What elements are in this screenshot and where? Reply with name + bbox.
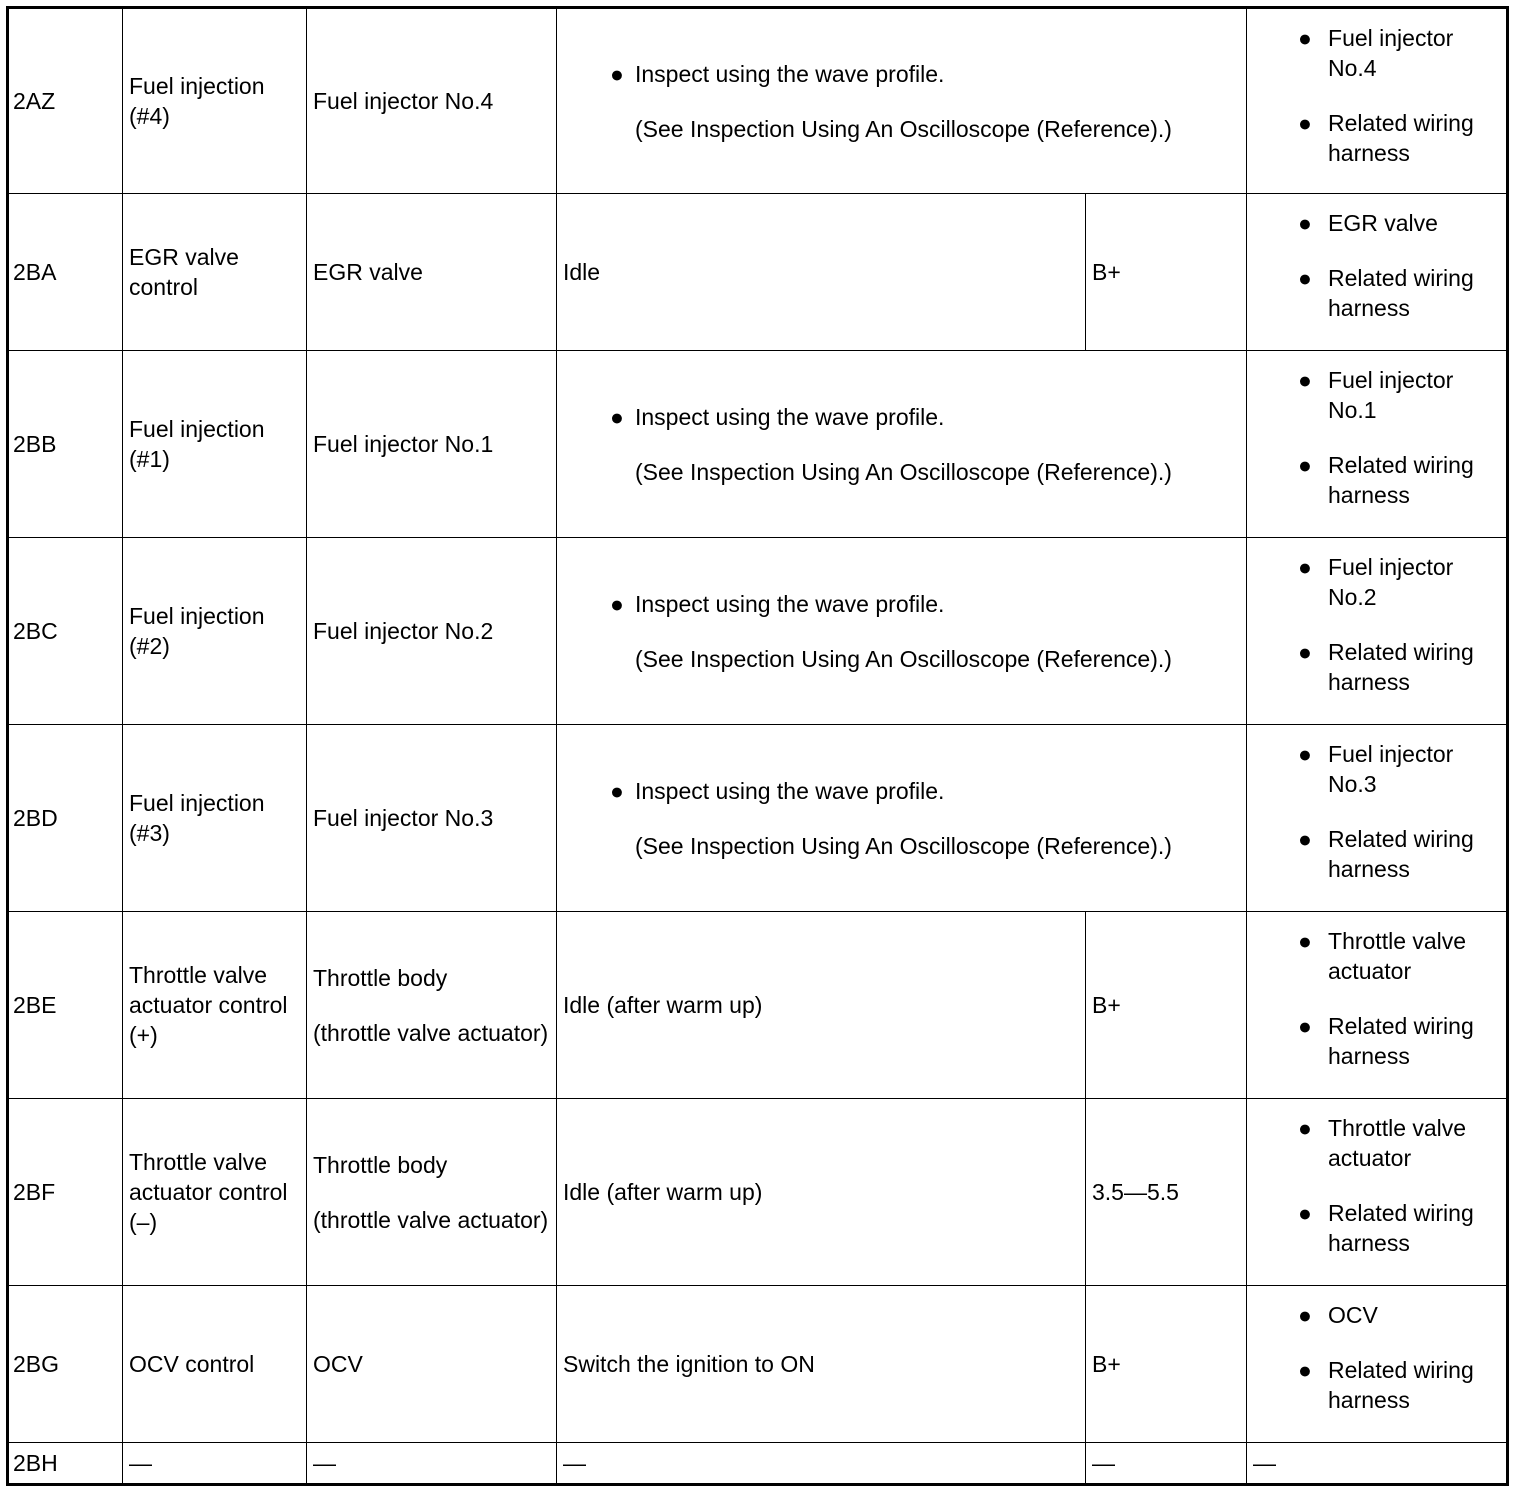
- bullet-icon: ●: [1298, 1115, 1312, 1141]
- list-item: [1253, 739, 1502, 799]
- voltage-cell: B+: [1086, 194, 1247, 351]
- possible-cause-list: [1253, 552, 1502, 697]
- list-item: [1253, 926, 1502, 986]
- possible-cause-list: [1253, 1113, 1502, 1258]
- inspection-note-cell: [557, 538, 1247, 725]
- possible-cause-text: Throttle valve actuator: [1328, 1115, 1467, 1171]
- table-row: [8, 8, 1508, 194]
- possible-cause-cell: [1247, 8, 1508, 194]
- possible-cause-cell: [1247, 351, 1508, 538]
- terminal-cell: 2BF: [8, 1099, 123, 1286]
- possible-cause-cell: [1247, 912, 1508, 1099]
- empty-dash-cell: —: [557, 1443, 1086, 1485]
- signal-name-cell: OCV control: [123, 1286, 307, 1443]
- bullet-icon: ●: [1298, 265, 1312, 291]
- possible-cause-list: [1253, 365, 1502, 510]
- list-item: [1253, 1198, 1502, 1258]
- terminal-cell: 2BD: [8, 725, 123, 912]
- table-row: [8, 1099, 1508, 1286]
- bullet-icon: ●: [1298, 1200, 1312, 1226]
- possible-cause-list: [1253, 739, 1502, 884]
- connected-to-cell: [307, 538, 557, 725]
- connected-to-text: EGR valve: [313, 259, 423, 285]
- connected-to-cell: [307, 351, 557, 538]
- bullet-icon: ●: [610, 777, 624, 804]
- table-row: [8, 1443, 1508, 1485]
- possible-cause-text: Fuel injector No.4: [1328, 25, 1454, 81]
- connected-to-cell: [307, 1099, 557, 1286]
- inspection-note-cell: [557, 8, 1247, 194]
- empty-dash-cell: —: [123, 1443, 307, 1485]
- possible-cause-text: OCV: [1328, 1302, 1378, 1328]
- bullet-icon: ●: [1298, 1302, 1312, 1328]
- bullet-icon: ●: [610, 590, 624, 617]
- possible-cause-text: Related wiring harness: [1328, 1200, 1474, 1256]
- empty-dash-cell: —: [1247, 1443, 1508, 1485]
- measuring-condition-cell: Idle (after warm up): [557, 1099, 1086, 1286]
- bullet-icon: ●: [1298, 210, 1312, 236]
- possible-cause-list: [1253, 208, 1502, 323]
- list-item: [1253, 450, 1502, 510]
- oscilloscope-reference-text: (See Inspection Using An Oscilloscope (Reference).): [635, 458, 1172, 485]
- bullet-icon: ●: [1298, 110, 1312, 136]
- measuring-condition-cell: Switch the ignition to ON: [557, 1286, 1086, 1443]
- bullet-icon: ●: [1298, 25, 1312, 51]
- table-row: [8, 194, 1508, 351]
- empty-dash-cell: —: [1086, 1443, 1247, 1485]
- bullet-icon: ●: [1298, 639, 1312, 665]
- terminal-cell: 2BE: [8, 912, 123, 1099]
- connected-to-text: Throttle body: [313, 1151, 448, 1178]
- signal-name-cell: Fuel injection (#3): [123, 725, 307, 912]
- signal-name-cell: EGR valve control: [123, 194, 307, 351]
- inspection-text: Inspect using the wave profile.: [635, 777, 945, 804]
- terminal-cell: 2BH: [8, 1443, 123, 1485]
- table-row: [8, 725, 1508, 912]
- possible-cause-text: Fuel injector No.2: [1328, 554, 1454, 610]
- bullet-icon: ●: [610, 60, 624, 87]
- possible-cause-text: Related wiring harness: [1328, 110, 1474, 166]
- connected-to-text: Fuel injector No.2: [313, 618, 494, 644]
- voltage-cell: 3.5—5.5: [1086, 1099, 1247, 1286]
- oscilloscope-reference-text: (See Inspection Using An Oscilloscope (Reference).): [635, 832, 1172, 859]
- list-item: [1253, 1011, 1502, 1071]
- connected-to-text: (throttle valve actuator): [313, 1019, 549, 1046]
- terminal-inspection-table: [6, 6, 1509, 1486]
- terminal-cell: 2BB: [8, 351, 123, 538]
- connected-to-text: Fuel injector No.4: [313, 88, 494, 114]
- inspection-note-cell: [557, 725, 1247, 912]
- measuring-condition-cell: Idle (after warm up): [557, 912, 1086, 1099]
- connected-to-cell: [307, 8, 557, 194]
- inspection-note-cell: [557, 351, 1247, 538]
- terminal-cell: 2BG: [8, 1286, 123, 1443]
- measuring-condition-cell: Idle: [557, 194, 1086, 351]
- voltage-cell: B+: [1086, 912, 1247, 1099]
- possible-cause-cell: [1247, 538, 1508, 725]
- possible-cause-cell: [1247, 1099, 1508, 1286]
- connected-to-text: Fuel injector No.3: [313, 805, 494, 831]
- bullet-icon: ●: [1298, 367, 1312, 393]
- connected-to-text: Fuel injector No.1: [313, 431, 494, 457]
- signal-name-cell: Fuel injection (#1): [123, 351, 307, 538]
- list-item: [1253, 637, 1502, 697]
- inspection-text: Inspect using the wave profile.: [635, 590, 945, 617]
- connected-to-cell: [307, 194, 557, 351]
- signal-name-cell: Throttle valve actuator control (–): [123, 1099, 307, 1286]
- possible-cause-text: EGR valve: [1328, 210, 1438, 236]
- possible-cause-text: Related wiring harness: [1328, 452, 1474, 508]
- signal-name-cell: Throttle valve actuator control (+): [123, 912, 307, 1099]
- possible-cause-cell: [1247, 194, 1508, 351]
- list-item: [1253, 1113, 1502, 1173]
- connected-to-cell: [307, 725, 557, 912]
- possible-cause-cell: [1247, 725, 1508, 912]
- table-row: [8, 538, 1508, 725]
- possible-cause-text: Related wiring harness: [1328, 1357, 1474, 1413]
- possible-cause-text: Related wiring harness: [1328, 1013, 1474, 1069]
- bullet-icon: ●: [1298, 554, 1312, 580]
- bullet-icon: ●: [1298, 452, 1312, 478]
- terminal-cell: 2BC: [8, 538, 123, 725]
- possible-cause-text: Related wiring harness: [1328, 826, 1474, 882]
- empty-dash-cell: —: [307, 1443, 557, 1485]
- bullet-icon: ●: [1298, 1013, 1312, 1039]
- oscilloscope-reference-text: (See Inspection Using An Oscilloscope (Reference).): [635, 645, 1172, 672]
- possible-cause-list: [1253, 926, 1502, 1071]
- signal-name-cell: Fuel injection (#4): [123, 8, 307, 194]
- possible-cause-text: Fuel injector No.3: [1328, 741, 1454, 797]
- bullet-icon: ●: [1298, 741, 1312, 767]
- bullet-icon: ●: [1298, 928, 1312, 954]
- connected-to-text: Throttle body: [313, 964, 448, 991]
- bullet-icon: ●: [610, 403, 624, 430]
- list-item: [1253, 552, 1502, 612]
- list-item: [1253, 208, 1502, 238]
- bullet-icon: ●: [1298, 1357, 1312, 1383]
- connected-to-cell: [307, 1286, 557, 1443]
- connected-to-cell: [307, 912, 557, 1099]
- oscilloscope-reference-text: (See Inspection Using An Oscilloscope (Reference).): [635, 115, 1172, 142]
- signal-name-cell: Fuel injection (#2): [123, 538, 307, 725]
- list-item: [1253, 1300, 1502, 1330]
- possible-cause-text: Fuel injector No.1: [1328, 367, 1454, 423]
- connected-to-text: (throttle valve actuator): [313, 1206, 549, 1233]
- possible-cause-list: [1253, 1300, 1502, 1415]
- voltage-cell: B+: [1086, 1286, 1247, 1443]
- list-item: [1253, 365, 1502, 425]
- possible-cause-text: Related wiring harness: [1328, 639, 1474, 695]
- terminal-cell: 2AZ: [8, 8, 123, 194]
- table-row: [8, 351, 1508, 538]
- possible-cause-text: Throttle valve actuator: [1328, 928, 1467, 984]
- possible-cause-text: Related wiring harness: [1328, 265, 1474, 321]
- table-row: [8, 912, 1508, 1099]
- table-row: [8, 1286, 1508, 1443]
- list-item: [1253, 1355, 1502, 1415]
- list-item: [1253, 824, 1502, 884]
- list-item: [1253, 263, 1502, 323]
- terminal-cell: 2BA: [8, 194, 123, 351]
- inspection-text: Inspect using the wave profile.: [635, 403, 945, 430]
- bullet-icon: ●: [1298, 826, 1312, 852]
- possible-cause-cell: [1247, 1286, 1508, 1443]
- connected-to-text: OCV: [313, 1351, 363, 1377]
- list-item: [1253, 23, 1502, 83]
- list-item: [1253, 108, 1502, 168]
- possible-cause-list: [1253, 23, 1502, 168]
- inspection-text: Inspect using the wave profile.: [635, 60, 945, 87]
